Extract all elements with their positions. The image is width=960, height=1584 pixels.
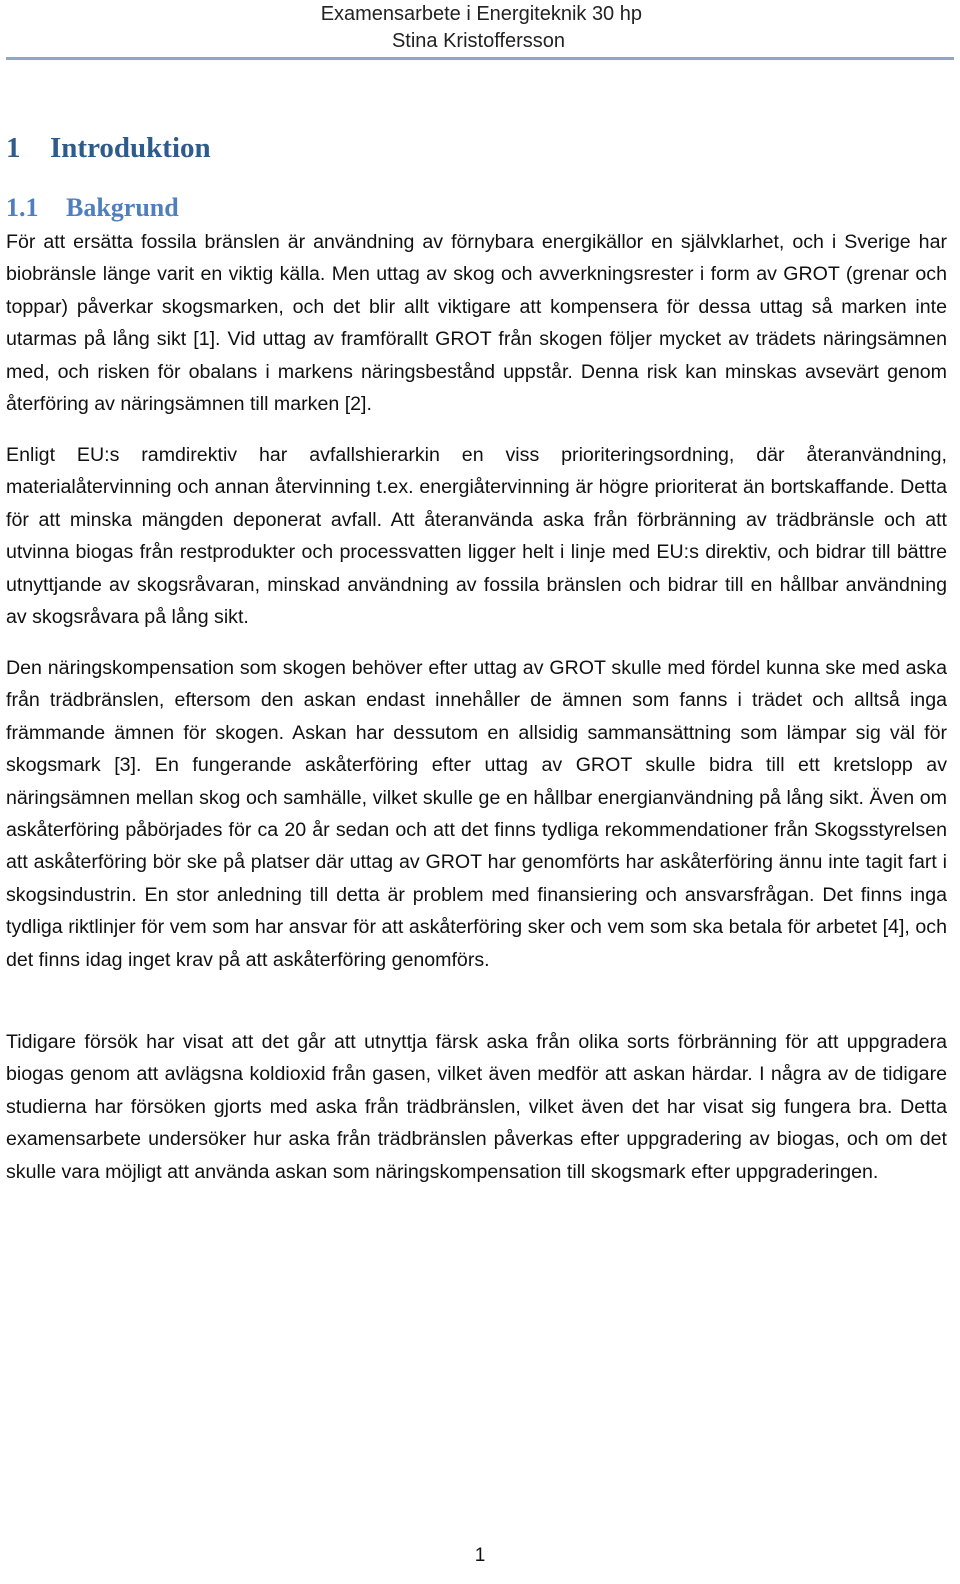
section-number: 1.1 xyxy=(6,193,39,222)
paragraph-4: Tidigare försök har visat att det går att utnyttja färsk aska från olika sorts förbränning för att uppgradera biogas genom att avlägsna koldioxid från gasen, vilket även medför att askan härdar. I några av de tidigare studierna har försöken gjorts med aska från trädbränslen, vilket även det har visat sig fungera bra. Detta examensarbete undersöker hur aska från trädbränslen påverkas efter uppgradering av biogas, och om det skulle vara möjligt att använda askan som näringskompensation till skogsmark efter uppgraderingen. xyxy=(6,1031,947,1183)
header-divider xyxy=(6,57,954,60)
header-author: Stina Kristoffersson xyxy=(391,30,565,52)
paragraph-2: Enligt EU:s ramdirektiv har avfallshierarkin en viss prioriteringsordning, där återanvändning, materialåtervinning och annan återvinning t.ex. energiåtervinning är högre prioriterat än bortskaffande. Detta för att minska mängden deponerat avfall. Att återanvända aska från förbränning av trädbränsle och att utvinna biogas från restprodukter och processvatten ligger helt i linje med EU:s direktiv, och bidrar till bättre utnyttjande av skogsråvaran, minskad användning av fossila bränslen och bidrar till en hållbar användning av skogsråvara på lång sikt. xyxy=(6,444,947,629)
chapter-heading xyxy=(6,128,211,168)
chapter-title: Introduktion xyxy=(50,132,211,164)
page-number: 1 xyxy=(474,1545,486,1566)
paragraph-1: För att ersätta fossila bränslen är användning av förnybara energikällor en självklarhet, och i Sverige har biobränsle länge varit en viktig källa. Men uttag av skog och avverkningsrester i form av GROT (grenar och toppar) påverkar skogsmarken, och det blir allt viktigare att kompensera för dessa uttag så marken inte utarmas på lång sikt [1]. Vid uttag av framförallt GROT från skogen följer mycket av trädets näringsämnen med, och risken för obalans i markens näringsbestånd uppstår. Denna risk kan minskas avsevärt genom återföring av näringsämnen till marken [2]. xyxy=(6,231,947,416)
section-heading xyxy=(6,190,179,226)
section-title: Bakgrund xyxy=(66,193,179,222)
header-course-title: Examensarbete i Energiteknik 30 hp xyxy=(320,3,642,25)
paragraph-3: Den näringskompensation som skogen behöver efter uttag av GROT skulle med fördel kunna ske med aska från trädbränslen, eftersom den askan endast innehåller de ämnen som fanns i trädet och alltså inga främmande ämnen för skogen. Askan har dessutom en allsidig sammansättning som lämpar sig väl för skogsmark [3]. En fungerande askåterföring efter uttag av GROT skulle bidra till ett kretslopp av näringsämnen mellan skog och samhälle, vilket skulle ge en hållbar energianvändning på lång sikt. Även om askåterföring påbörjades för ca 20 år sedan och att det finns tydliga rekommendationer från Skogsstyrelsen att askåterföring bör ske på platser där uttag av GROT har genomförts har askåterföring ännu inte tagit fart i skogsindustrin. En stor anledning till detta är problem med finansiering och ansvarsfrågan. Det finns inga tydliga riktlinjer för vem som har ansvar för att askåterföring sker och vem som ska betala för arbetet [4], och det finns idag inget krav på att askåterföring genomförs. xyxy=(6,657,947,971)
chapter-number: 1 xyxy=(6,132,21,164)
